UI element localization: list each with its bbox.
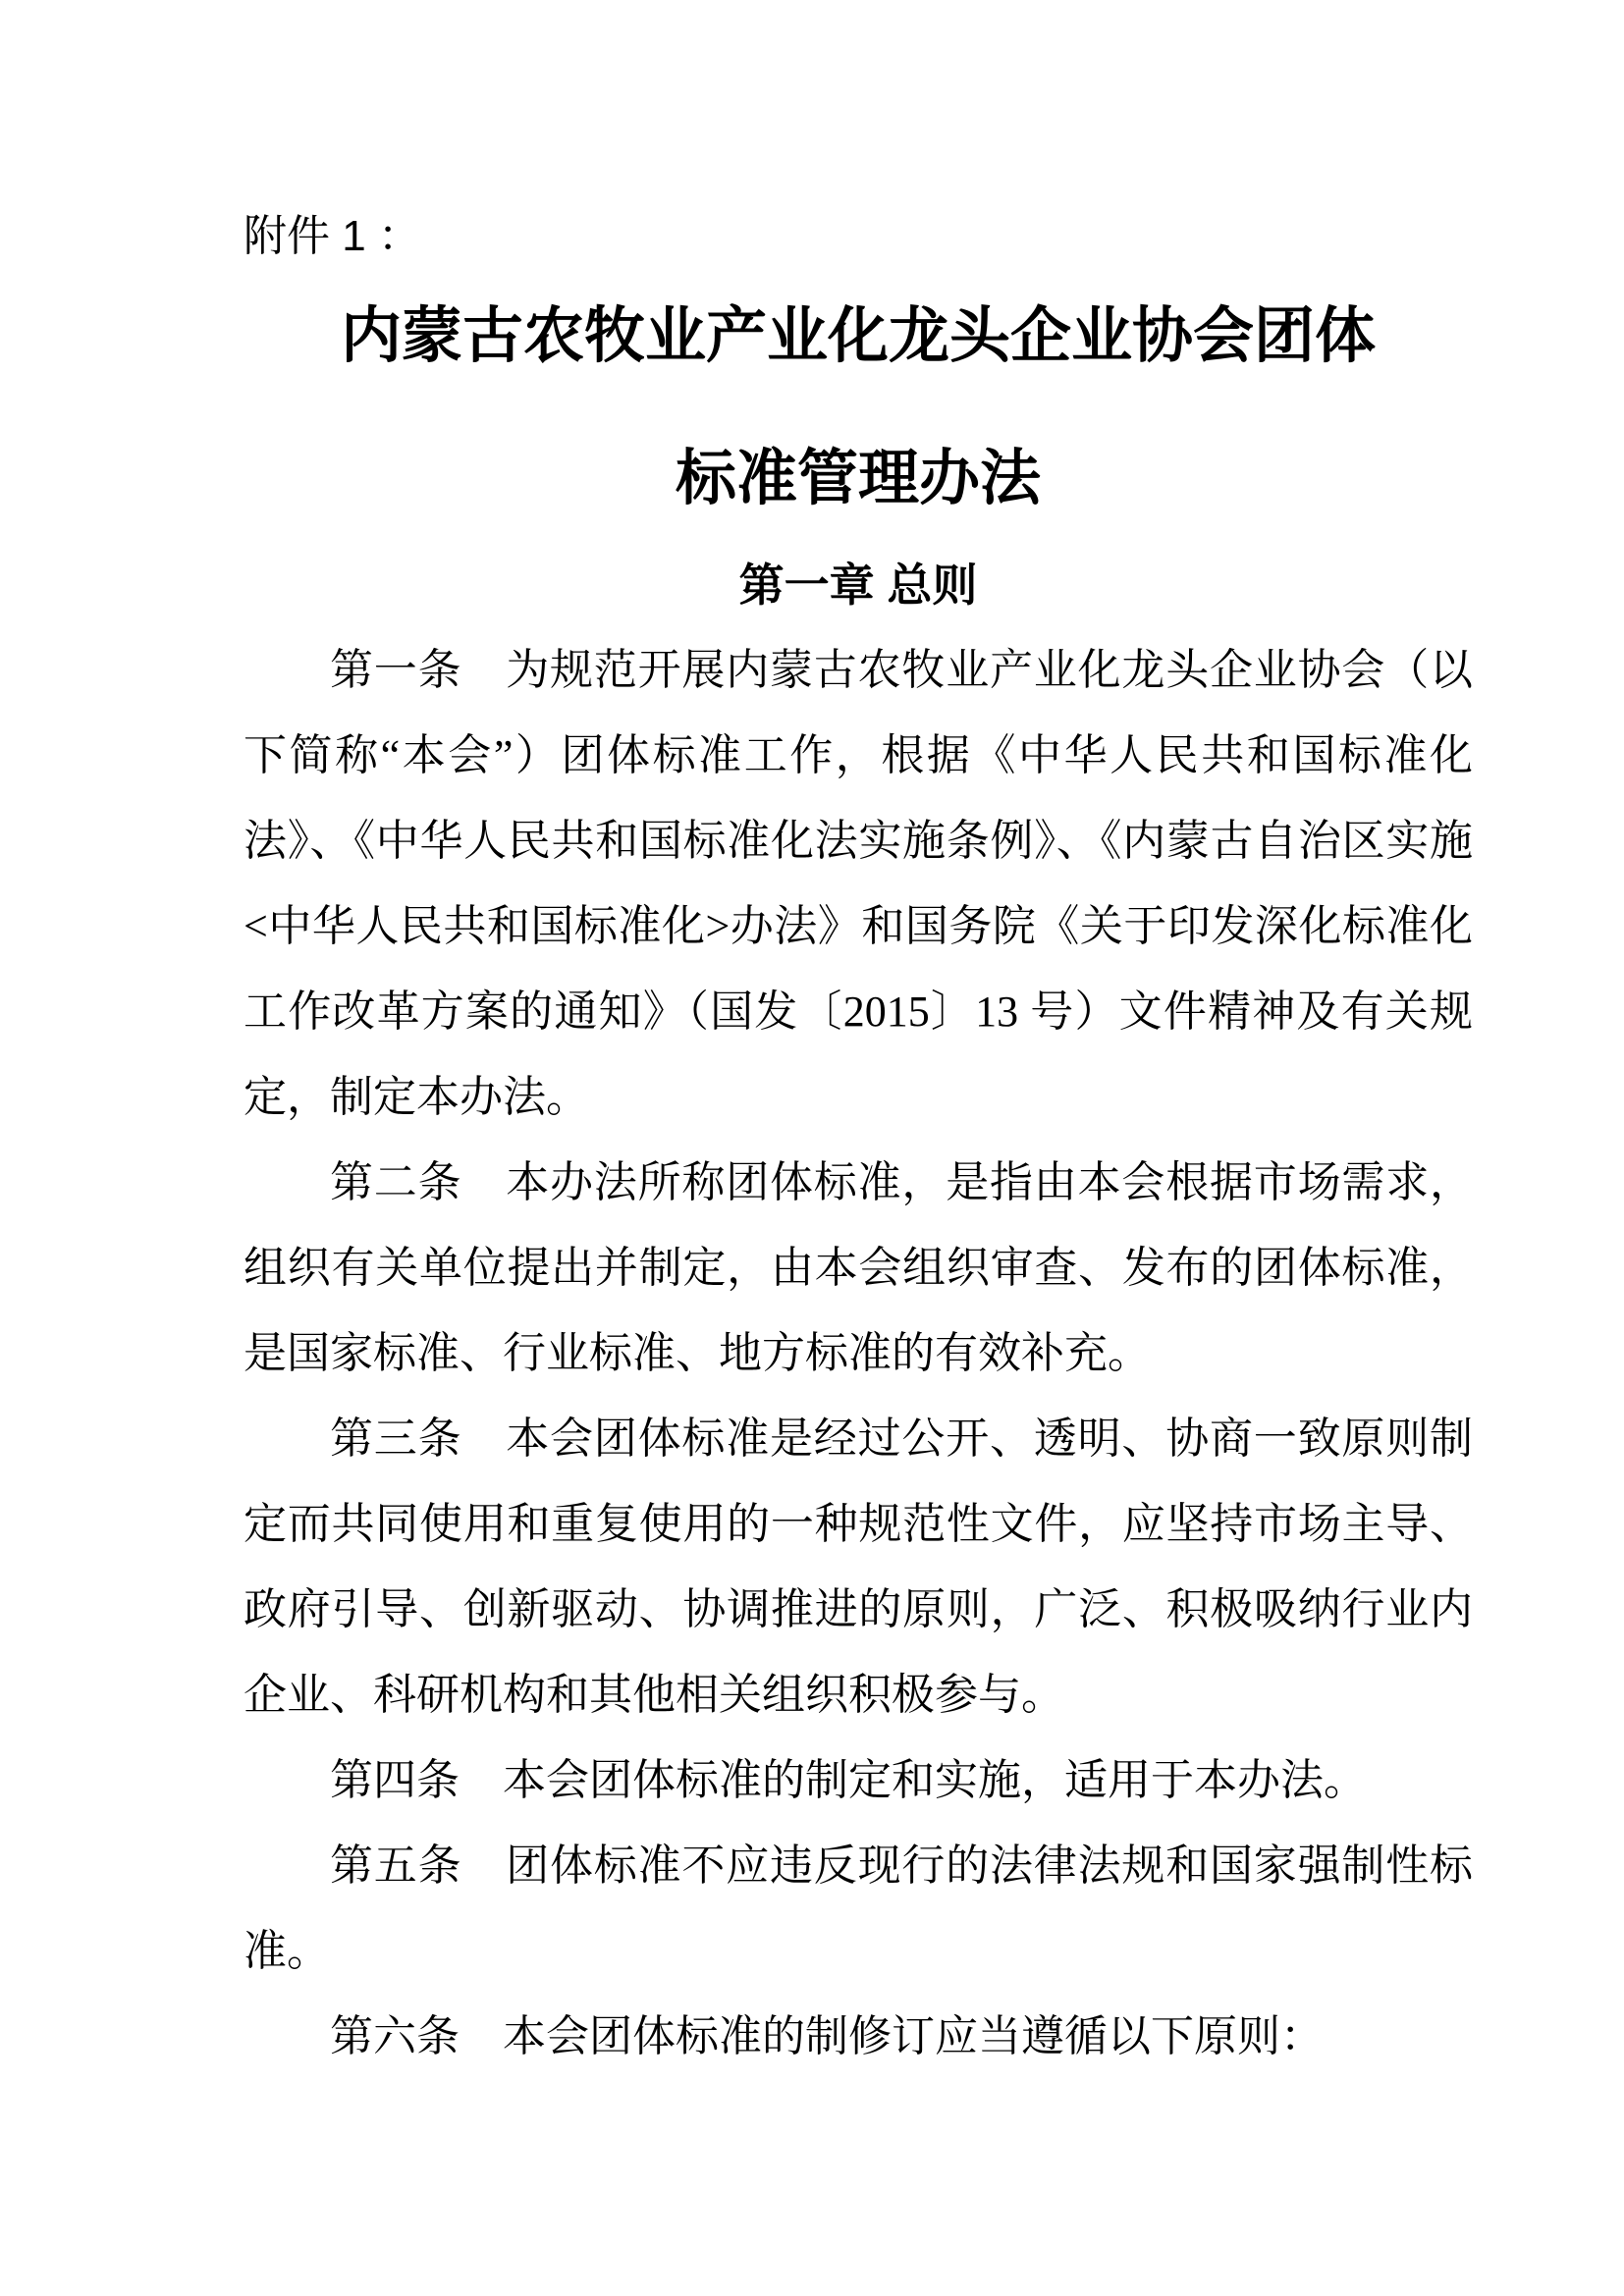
body-paragraph-line: 政府引导、创新驱动、协调推进的原则，广泛、积极吸纳行业内 xyxy=(244,1585,1473,1633)
body-paragraph xyxy=(244,1823,1473,1994)
body-paragraph xyxy=(244,1396,1473,1737)
body-paragraph-line: 第六条 本会团体标准的制修订应当遵循以下原则： xyxy=(330,2012,1324,2060)
body-paragraph-line: 第二条 本办法所称团体标准，是指由本会根据市场需求， xyxy=(330,1158,1473,1206)
chapter-heading: 第一章 总则 xyxy=(738,560,978,611)
body-paragraph-line: 第一条 为规范开展内蒙古农牧业产业化龙头企业协会（以 xyxy=(330,646,1473,694)
body-paragraph xyxy=(244,1994,1473,2079)
body-paragraph-line: 下简称“本会”）团体标准工作，根据《中华人民共和国标准化 xyxy=(244,731,1473,779)
document-body xyxy=(244,627,1473,2079)
document-content xyxy=(244,0,1473,2079)
document-title-line-1: 内蒙古农牧业产业化龙头企业协会团体 xyxy=(340,303,1376,370)
document-title xyxy=(244,266,1473,551)
document-title-line-2: 标准管理办法 xyxy=(675,446,1041,512)
body-paragraph-line: 工作改革方案的通知》（国发〔2015〕13 号）文件精神及有关规 xyxy=(244,988,1473,1036)
body-paragraph-line: 定，制定本办法。 xyxy=(244,1073,589,1121)
body-paragraph-line: 第四条 本会团体标准的制定和实施，适用于本办法。 xyxy=(330,1756,1367,1804)
body-paragraph-line: 企业、科研机构和其他相关组织积极参与。 xyxy=(244,1671,1064,1719)
body-paragraph xyxy=(244,1140,1473,1396)
attachment-label: 附件 1 ： xyxy=(244,212,421,260)
body-paragraph-line: 准。 xyxy=(244,1927,330,1975)
body-paragraph xyxy=(244,627,1473,1140)
body-paragraph xyxy=(244,1737,1473,1823)
body-paragraph-line: <中华人民共和国标准化>办法》和国务院《关于印发深化标准化 xyxy=(244,902,1473,950)
body-paragraph-line: 是国家标准、行业标准、地方标准的有效补充。 xyxy=(244,1329,1151,1377)
body-paragraph-line: 组织有关单位提出并制定，由本会组织审查、发布的团体标准， xyxy=(244,1244,1473,1292)
body-paragraph-line: 第五条 团体标准不应违反现行的法律法规和国家强制性标 xyxy=(330,1842,1473,1890)
body-paragraph-line: 第三条 本会团体标准是经过公开、透明、协商一致原则制 xyxy=(330,1415,1473,1463)
body-paragraph-line: 定而共同使用和重复使用的一种规范性文件，应坚持市场主导、 xyxy=(244,1500,1473,1548)
body-paragraph-line: 法》、《中华人民共和国标准化法实施条例》、《内蒙古自治区实施 xyxy=(244,817,1473,865)
